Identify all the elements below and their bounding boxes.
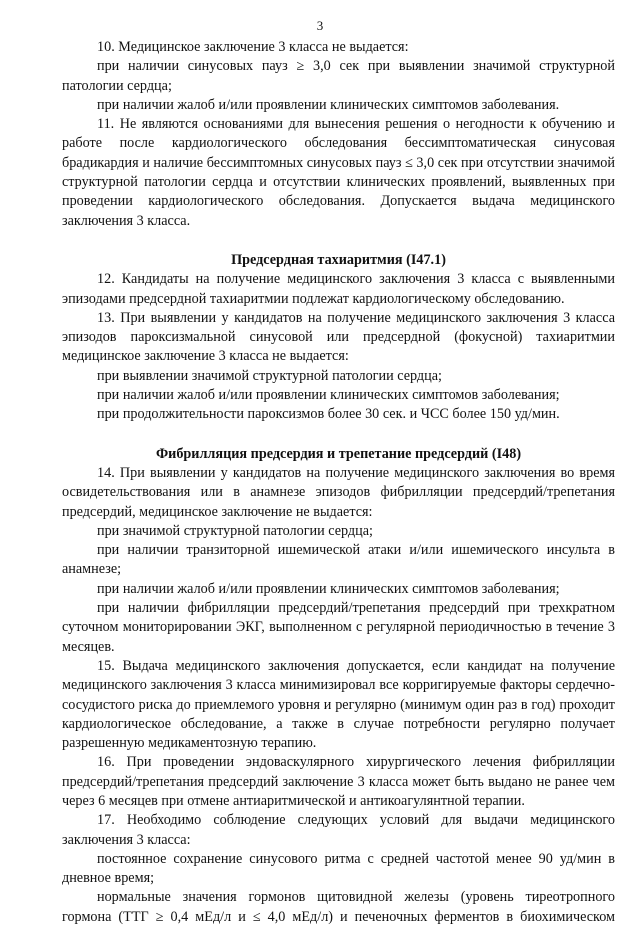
section-heading-atrial-fibrillation: Фибрилляция предсердия и трепетание предсердий (I48) (155, 445, 522, 462)
paragraph-13c: при продолжительности пароксизмов более 30 сек. и ЧСС более 150 уд/мин. (97, 406, 560, 423)
document-body (62, 38, 615, 927)
paragraph-10b: при наличии жалоб и/или проявлении клинических симптомов заболевания. (97, 96, 560, 113)
paragraph-17b: нормальные значения гормонов щитовидной железы (уровень тиреотропного гормона (ТТГ ≥ 0,4 мЕд/л и ≤ 4,0 мЕд/л) и печеночных ферментов в биохимическом (62, 889, 615, 925)
page-number: 3 (316, 18, 324, 33)
paragraph-11: 11. Не являются основаниями для вынесения решения о негодности к обучению и работе после кардиологического обследования бессимптоматическая синусовая брадикардия и наличие бессимптомных синусовых пауз ≤ 3,0 сек при отсутствии значимой структурной патологии сердца и отсутствии клинических проявлений, выявленных при проведении кардиологического обследования. Допускается выдача медицинского заключения 3 класса. (62, 116, 615, 229)
paragraph-14d: при наличии фибрилляции предсердий/трепетания предсердий при трехкратном суточном мониторировании ЭКГ, выполненном с регулярной периодичностью в течение 3 месяцев. (62, 600, 615, 655)
paragraph-17: 17. Необходимо соблюдение следующих условий для выдачи медицинского заключения 3 класса: (62, 812, 615, 848)
paragraph-17a: постоянное сохранение синусового ритма с средней частотой менее 90 уд/мин в дневное время; (62, 850, 615, 887)
paragraph-10a: при наличии синусовых пауз ≥ 3,0 сек при выявлении значимой структурной патологии сердца; (62, 58, 615, 94)
paragraph-15: 15. Выдача медицинского заключения допускается, если кандидат на получение медицинского заключения 3 класса минимизировал все корригируемые факторы сердечно-сосудистого риска до приемлемого уровня и регулярно (минимум один раз в год) проходит кардиологическое обследование, а также в случае потребности регулярно получает разрешенную медикаментозную терапию. (62, 657, 615, 752)
paragraph-10: 10. Медицинское заключение 3 класса не выдается: (97, 39, 409, 55)
paragraph-13a: при выявлении значимой структурной патологии сердца; (97, 367, 442, 384)
paragraph-13b: при наличии жалоб и/или проявлении клинических симптомов заболевания; (97, 387, 560, 404)
paragraph-14b: при наличии транзиторной ишемической атаки и/или ишемического инсульта в анамнезе; (62, 542, 615, 578)
paragraph-14c: при наличии жалоб и/или проявлении клинических симптомов заболевания; (97, 580, 560, 597)
paragraph-12: 12. Кандидаты на получение медицинского заключения 3 класса с выявленными эпизодами предсердной тахиаритмии подлежат кардиологическому обследованию. (62, 271, 615, 307)
paragraph-16: 16. При проведении эндоваскулярного хирургического лечения фибрилляции предсердий/трепетания предсердий заключение 3 класса может быть выдано не ранее чем через 6 месяцев при отмене антиаритмической и антикоагулянтной терапии. (62, 754, 615, 809)
paragraph-13: 13. При выявлении у кандидатов на получение медицинского заключения 3 класса эпизодов пароксизмальной синусовой или предсердной (фокусной) тахиаритмии медицинское заключение 3 класса не выдается: (62, 309, 615, 365)
section-heading-atrial-tachyarrhythmia: Предсердная тахиаритмия (I47.1) (231, 251, 446, 268)
paragraph-14a: при значимой структурной патологии сердца; (97, 522, 373, 539)
paragraph-14: 14. При выявлении у кандидатов на получение медицинского заключения во время освидетельствования или в анамнезе эпизодов фибрилляции предсердий/трепетания предсердий, медицинское заключение не выдается: (62, 464, 615, 520)
